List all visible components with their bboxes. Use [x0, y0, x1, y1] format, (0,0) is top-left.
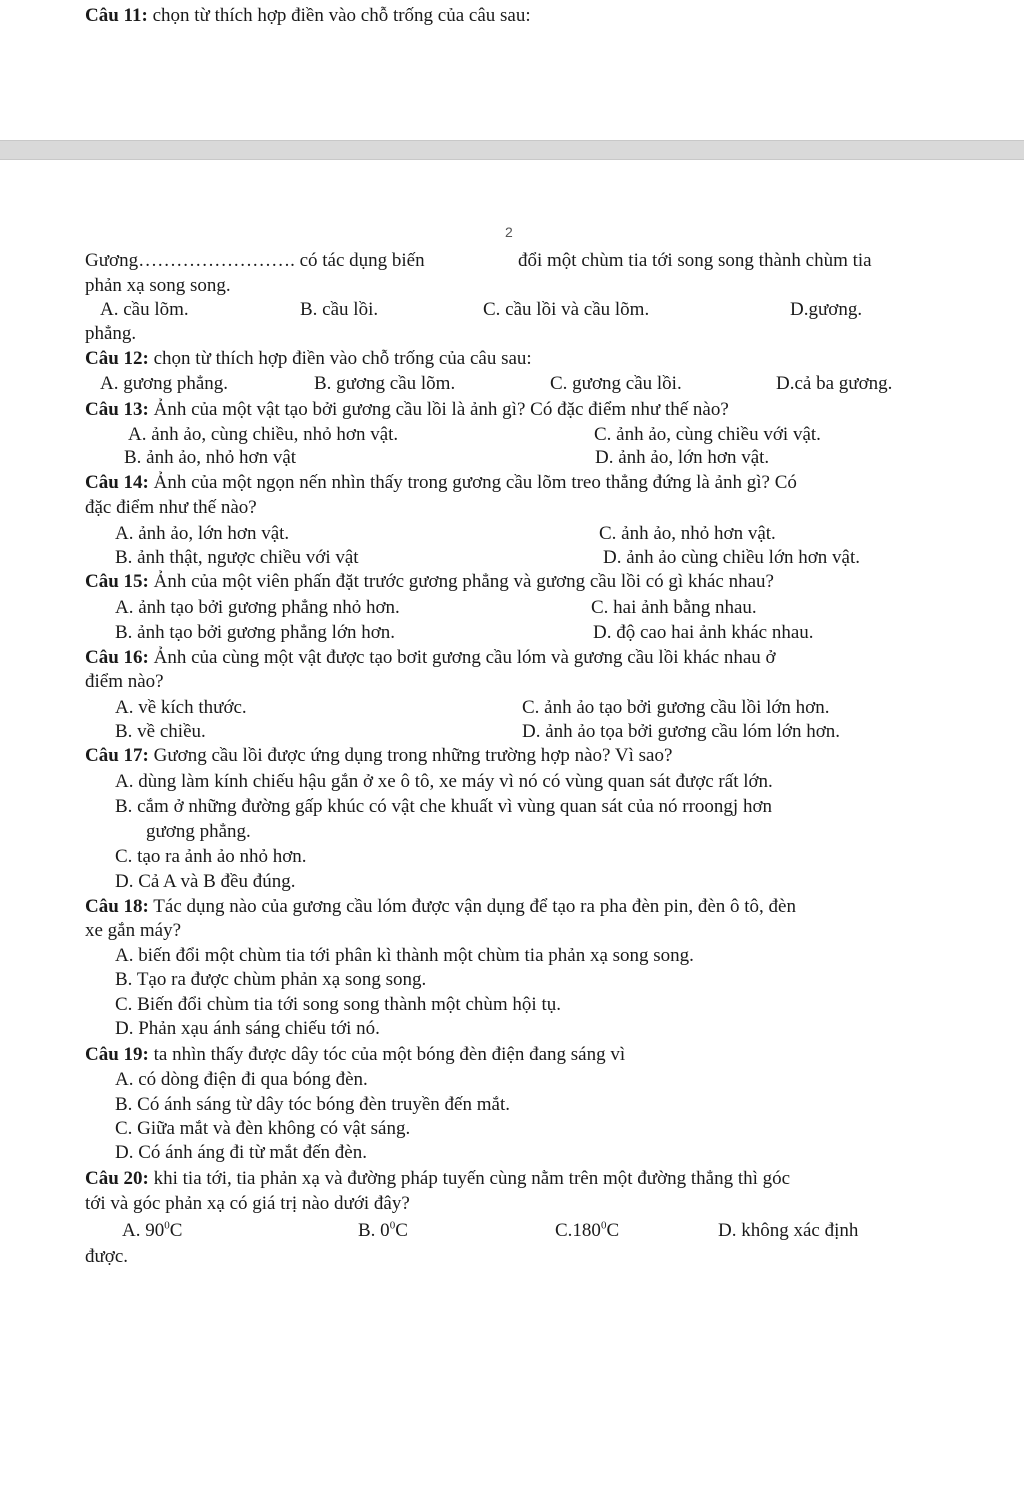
- q12-option-b: B. gương cầu lõm.: [314, 373, 456, 394]
- q17-option-c: C. tạo ra ảnh ảo nhỏ hơn.: [115, 846, 307, 867]
- q17-option-b-cont: gương phẳng.: [146, 821, 251, 842]
- q15-option-d: D. độ cao hai ảnh khác nhau.: [593, 622, 814, 643]
- question-18: Câu 18: Tác dụng nào của gương cầu lóm được vận dụng để tạo ra pha đèn pin, đèn ô tô, đèn: [85, 896, 796, 917]
- q18-option-b: B. Tạo ra được chùm phản xạ song song.: [115, 969, 427, 990]
- q16-option-c: C. ảnh ảo tạo bởi gương cầu lồi lớn hơn.: [522, 697, 830, 718]
- question-14: Câu 14: Ảnh của một ngọn nến nhìn thấy trong gương cầu lõm treo thẳng đứng là ảnh gì? Có: [85, 472, 797, 493]
- q15-option-b: B. ảnh tạo bởi gương phẳng lớn hơn.: [115, 622, 396, 643]
- question-16: Câu 16: Ảnh của cùng một vật được tạo bơit gương cầu lóm và gương cầu lồi khác nhau ở: [85, 647, 776, 668]
- q15-option-a: A. ảnh tạo bởi gương phẳng nhỏ hơn.: [115, 597, 400, 618]
- question-12: Câu 12: chọn từ thích hợp điền vào chỗ trống của câu sau:: [85, 348, 532, 369]
- q11-line1a: Gương……………………. có tác dụng biến: [85, 250, 425, 271]
- q13-option-d: D. ảnh ảo, lớn hơn vật.: [595, 447, 770, 468]
- q12-option-a: A. gương phẳng.: [100, 373, 228, 394]
- q13-option-b: B. ảnh ảo, nhỏ hơn vật: [124, 447, 297, 468]
- q16-option-b: B. về chiều.: [115, 721, 206, 742]
- q11-line2: phản xạ song song.: [85, 275, 231, 296]
- q14-option-c: C. ảnh ảo, nhỏ hơn vật.: [599, 523, 776, 544]
- q18-option-a: A. biến đổi một chùm tia tới phân kì thành một chùm tia phản xạ song song.: [115, 945, 694, 966]
- q13-option-c: C. ảnh ảo, cùng chiều với vật.: [594, 424, 821, 445]
- question-20: Câu 20: khi tia tới, tia phản xạ và đường pháp tuyến cùng nằm trên một đường thẳng thì góc: [85, 1168, 791, 1189]
- q18-option-d: D. Phản xạu ánh sáng chiếu tới nó.: [115, 1018, 380, 1039]
- q11-option-c: C. cầu lồi và cầu lõm.: [483, 299, 650, 320]
- q11-option-b: B. cầu lồi.: [300, 299, 379, 320]
- q11-option-d: D.gương.: [790, 299, 863, 320]
- q19-option-a: A. có dòng điện đi qua bóng đèn.: [115, 1069, 368, 1090]
- q14-option-a: A. ảnh ảo, lớn hơn vật.: [115, 523, 290, 544]
- question-19: Câu 19: ta nhìn thấy được dây tóc của một bóng đèn điện đang sáng vì: [85, 1044, 626, 1065]
- q17-option-b: B. cắm ở những đường gấp khúc có vật che khuất vì vùng quan sát của nó rroongj hơn: [115, 796, 773, 817]
- page-separator: [0, 140, 1024, 160]
- q19-option-b: B. Có ánh sáng từ dây tóc bóng đèn truyền đến mắt.: [115, 1094, 510, 1115]
- q12-option-d: D.cả ba gương.: [776, 373, 893, 394]
- q20-option-b: B. $0^0C$: [358, 1219, 408, 1241]
- q16-option-d: D. ảnh ảo tọa bởi gương cầu lóm lớn hơn.: [522, 721, 841, 742]
- q17-option-a: A. dùng làm kính chiếu hậu gắn ở xe ô tô, xe máy vì nó có vùng quan sát được rất lớn.: [115, 771, 773, 792]
- q20-option-d: D. không xác định: [718, 1220, 859, 1241]
- page-number: 2: [505, 224, 513, 240]
- question-18-cont: xe gắn máy?: [85, 920, 182, 941]
- q11-line1b: đổi một chùm tia tới song song thành chùm tia: [518, 250, 872, 271]
- question-11-heading: Câu 11: chọn từ thích hợp điền vào chỗ trống của câu sau:: [85, 5, 531, 26]
- question-16-cont: điểm nào?: [85, 671, 164, 692]
- question-14-cont: đặc điểm như thế nào?: [85, 497, 257, 518]
- q11-option-a: A. cầu lõm.: [100, 299, 189, 320]
- page-top: [0, 0, 1024, 140]
- q19-option-d: D. Có ánh áng đi từ mắt đến đèn.: [115, 1142, 367, 1163]
- q16-option-a: A. về kích thước.: [115, 697, 247, 718]
- q13-option-a: A. ảnh ảo, cùng chiều, nhỏ hơn vật.: [128, 424, 399, 445]
- question-20-cont: tới và góc phản xạ có giá trị nào dưới đây?: [85, 1193, 410, 1214]
- q15-option-c: C. hai ảnh bằng nhau.: [591, 597, 757, 618]
- q14-option-d: D. ảnh ảo cùng chiều lớn hơn vật.: [603, 547, 861, 568]
- q18-option-c: C. Biến đổi chùm tia tới song song thành một chùm hội tụ.: [115, 994, 561, 1015]
- q17-option-d: D. Cả A và B đều đúng.: [115, 871, 296, 892]
- question-13: Câu 13: Ảnh của một vật tạo bởi gương cầu lồi là ảnh gì? Có đặc điểm như thế nào?: [85, 399, 729, 420]
- q20-option-a: A. $90^0C$: [122, 1219, 183, 1241]
- question-15: Câu 15: Ảnh của một viên phấn đặt trước gương phẳng và gương cầu lồi có gì khác nhau?: [85, 571, 774, 592]
- q20-option-c: C.180$^0$C: [555, 1219, 620, 1241]
- question-17: Câu 17: Gương cầu lồi được ứng dụng trong những trường hợp nào? Vì sao?: [85, 745, 673, 766]
- q20-option-d-cont: được.: [85, 1246, 129, 1267]
- q12-option-c: C. gương cầu lồi.: [550, 373, 682, 394]
- q14-option-b: B. ảnh thật, ngược chiều với vật: [115, 547, 359, 568]
- q19-option-c: C. Giữa mắt và đèn không có vật sáng.: [115, 1118, 411, 1139]
- q11-option-d-cont: phẳng.: [85, 323, 137, 344]
